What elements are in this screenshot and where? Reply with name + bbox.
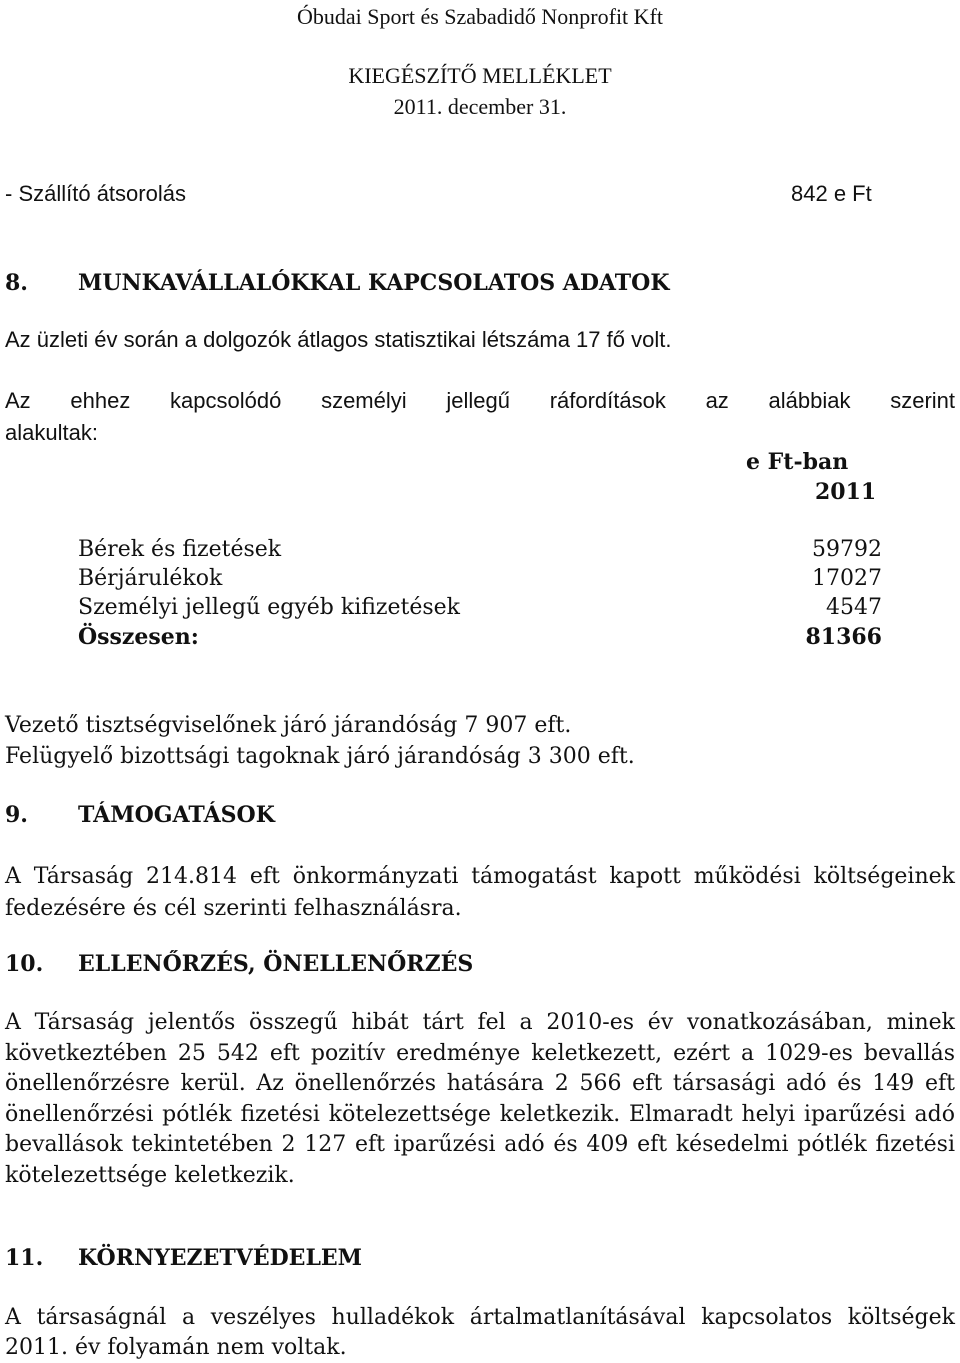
company-name: Óbudai Sport és Szabadidő Nonprofit Kft bbox=[297, 4, 663, 29]
table-row-value: 4547 bbox=[826, 595, 882, 620]
section-8-intro-line2: alakultak: bbox=[5, 420, 98, 445]
section-11-text: A társaságnál a veszélyes hulladékok ártalmatlanításával kapcsolatos költségek 2011. év folyamán nem voltak. bbox=[5, 1305, 955, 1360]
table-row-value: 17027 bbox=[812, 566, 882, 591]
section-9-number: 9. bbox=[5, 802, 28, 828]
section-11-number: 11. bbox=[5, 1245, 44, 1271]
supplier-label: - Szállító átsorolás bbox=[5, 181, 186, 206]
document-title: KIEGÉSZÍTŐ MELLÉKLET bbox=[348, 63, 612, 88]
table-row-label: Személyi jellegű egyéb kifizetések bbox=[78, 595, 461, 620]
table-row-label: Bérjárulékok bbox=[78, 566, 223, 591]
section-10-text: A Társaság jelentős összegű hibát tárt fel a 2010-es év vonatkozásában, minek következtében 25 542 eft pozitív eredménye keletkezett, ezért a 1029-es bevallás önellenőrzésre kerül. Az önellenőrzés hatására 2 566 eft társasági adó és 149 eft önellenőrzési pótlék fizetési kötelezettsége keletkezik. Elmaradt helyi iparűzési adó bevallások tekintetében 2 127 eft iparűzési adó és 409 eft késedelmi pótlék fizetési kötelezettsége keletkezik. bbox=[5, 1010, 955, 1188]
section-10-number: 10. bbox=[5, 951, 44, 977]
section-8-intro-line1: Az ehhez kapcsolódó személyi jellegű ráfordítások az alábbiak szerint bbox=[5, 388, 955, 413]
supervisory-board-remuneration: Felügyelő bizottsági tagoknak járó járandóság 3 300 eft. bbox=[5, 744, 635, 769]
table-row-label: Bérek és fizetések bbox=[78, 537, 282, 562]
section-8-number: 8. bbox=[5, 270, 28, 296]
table-unit: e Ft-ban bbox=[746, 449, 849, 475]
executive-remuneration: Vezető tisztségviselőnek járó járandóság 7 907 eft. bbox=[5, 713, 572, 738]
table-row-value: 59792 bbox=[812, 537, 882, 562]
section-8-title: MUNKAVÁLLALÓKKAL KAPCSOLATOS ADATOK bbox=[78, 270, 670, 296]
table-total-label: Összesen: bbox=[78, 624, 199, 650]
section-10-title: ELLENŐRZÉS, ÖNELLENŐRZÉS bbox=[78, 951, 474, 977]
section-11-title: KÖRNYEZETVÉDELEM bbox=[78, 1245, 363, 1271]
table-year: 2011 bbox=[815, 479, 877, 505]
section-8-headcount: Az üzleti év során a dolgozók átlagos statisztikai létszáma 17 fő volt. bbox=[5, 327, 672, 352]
section-9-title: TÁMOGATÁSOK bbox=[78, 802, 275, 828]
table-total-value: 81366 bbox=[805, 624, 882, 650]
supplier-value: 842 e Ft bbox=[791, 181, 872, 206]
section-9-text: A Társaság 214.814 eft önkormányzati támogatást kapott működési költségeinek fedezésére és cél szerinti felhasználásra. bbox=[5, 864, 955, 921]
document-date: 2011. december 31. bbox=[393, 94, 567, 119]
